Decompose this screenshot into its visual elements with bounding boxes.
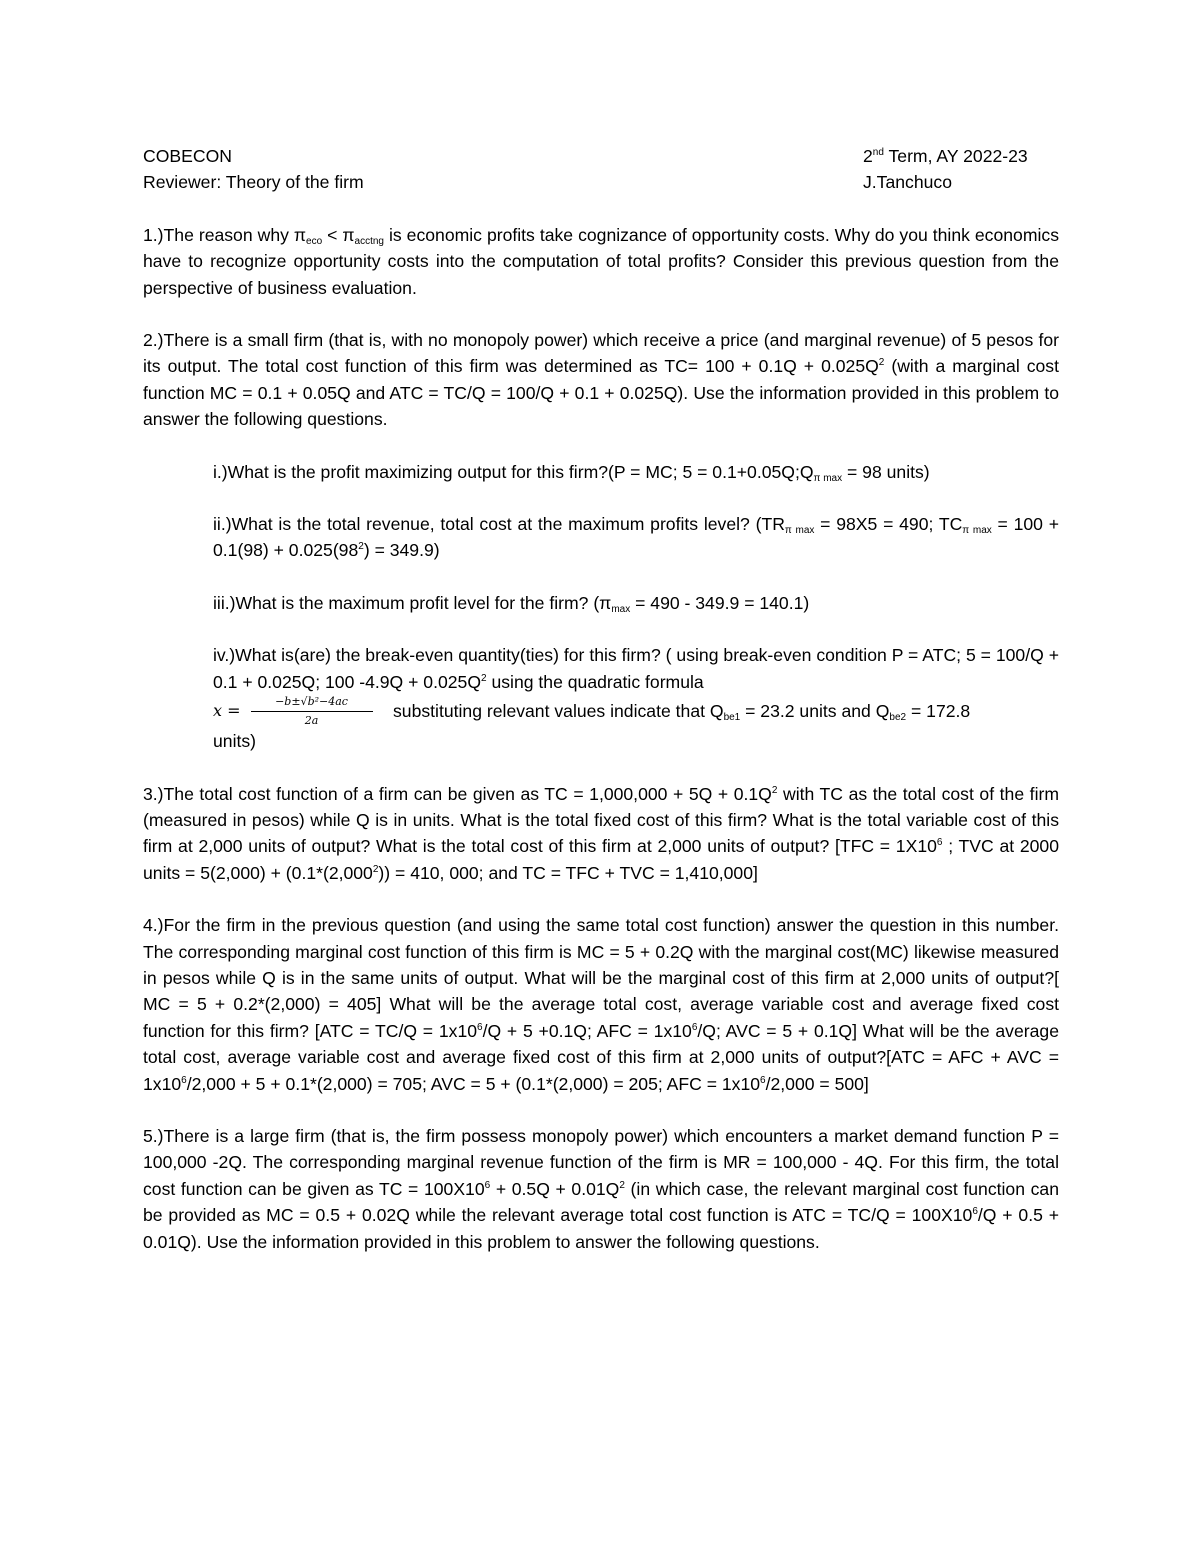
document-body xyxy=(143,143,1059,1281)
header-row-1 xyxy=(143,143,1059,169)
question-4: 4.)For the firm in the previous question (and using the same total cost function) answer the question in this number. The corresponding marginal cost function of this firm is MC = 5 + 0.2Q with the marginal cost(MC) likewise measured in pesos while Q is in the same units of output. What will be the marginal cost of this firm at 2,000 units of output?[ MC = 5 + 0.2*(2,000) = 405] What will be the average total cost, average variable cost and average fixed cost function for this firm? [$ATC = TC/Q = 1x10^6/Q + 5 +0.1Q$; AFC = $1x10^6/Q$; AVC = 5 + 0.1Q] What will be the average total cost, average variable cost and average fixed cost of this firm at 2,000 units of output?[ATC = AFC + AVC = $1x10^6/2,000 + 5 + 0.1*(2,000) = 705$; AVC = 5 + (0.1*(2,000) = 205; AFC = $1x10^6/2,000 = 500$] xyxy=(143,915,1059,1094)
reviewer-title: Reviewer: Theory of the firm xyxy=(143,172,364,193)
question-2-part-ii: ii.)What is the total revenue, total cost at the maximum profits level? ($TR_{\pi max} = 98X5 = 490$; $TC_{\pi max} = 100 + 0.1(98) + 0.025(98^2) = 349.9$) xyxy=(213,514,1059,561)
header-row-2 xyxy=(143,169,1059,195)
author-name: J.Tanchuco xyxy=(863,172,952,193)
quadratic-formula: x = $\frac{\text{−b±√b²−4ac}}{2a}$ xyxy=(213,695,393,728)
formula-denominator: 2a xyxy=(304,714,319,728)
term-label: 2nd Term, AY 2022-23 xyxy=(863,146,1028,166)
formula-numerator: −b±√b²−4ac xyxy=(251,695,373,712)
question-2: 2.)There is a small firm (that is, with no monopoly power) which receive a price (and marginal revenue) of 5 pesos for its output. The total cost function of this firm was determined as $TC= 100 + 0.1Q + 0.025Q^2$ (with a marginal cost function MC = 0.1 + 0.05Q and ATC = TC/Q = 100/Q + 0.1 + 0.025Q). Use the information provided in this problem to answer the following questions. xyxy=(143,330,1059,430)
course-code: COBECON xyxy=(143,146,232,166)
question-2-part-i: i.)What is the profit maximizing output for this firm?(P = MC; $5 = 0.1+0.05Q;Q_{\pi max} = 98$ units) xyxy=(213,461,930,484)
question-5: 5.)There is a large firm (that is, the firm possess monopoly power) which encounters a market demand function P = 100,000 -2Q. The corresponding marginal revenue function of the firm is MR = 100,000 - 4Q. For this firm, the total cost function can be given as TC = $100X10^6 + 0.5Q + 0.01Q^2$ (in which case, the relevant marginal cost function can be provided as MC = 0.5 + 0.02Q while the relevant average total cost function is ATC = $TC/Q = 100X10^6/Q + 0.5 + 0.01Q$). Use the information provided in this problem to answer the following questions. xyxy=(143,1125,1060,1252)
question-2-part-iii: iii.)What is the maximum profit level for the firm? $(\pi_{max} = 490 - 349.9 = 140.1)$ xyxy=(213,592,810,615)
question-1: 1.)The reason why $\pi_{eco} < \pi_{acctng}$ is economic profits take cognizance of opportunity costs. Why do you think economics have to recognize opportunity costs into the computation of total profits? Consider this previous question from the perspective of business evaluation. xyxy=(143,224,1059,298)
question-2-part-iv: iv.)What is(are) the break-even quantity(ties) for this firm? ( using break-even condition P = ATC; 5 = 100/Q + 0.1 + 0.025Q; 100 $-4.9Q + 0.025Q^2$ using the quadratic formula x = $\frac{\text{−b±√b²−4ac}}{2a}$ substituting relevant values indicate that $Q_{be1} = 23.2$ units and $Q_{be2} = 172.8$ units) xyxy=(213,645,1059,752)
question-3: 3.)The total cost function of a firm can be given as TC = $1,000,000 + 5Q + 0.1Q^2$ with TC as the total cost of the firm (measured in pesos) while Q is in units. What is the total fixed cost of this firm? What is the total variable cost of this firm at 2,000 units of output? What is the total cost of this firm at 2,000 units of output? [$TFC = 1X10^6$ ; TVC at 2000 units = $5(2,000) + (0.1*(2,000^2)) = 410$, 000; and TC = TFC + TVC = 1,410,000] xyxy=(143,783,1060,883)
